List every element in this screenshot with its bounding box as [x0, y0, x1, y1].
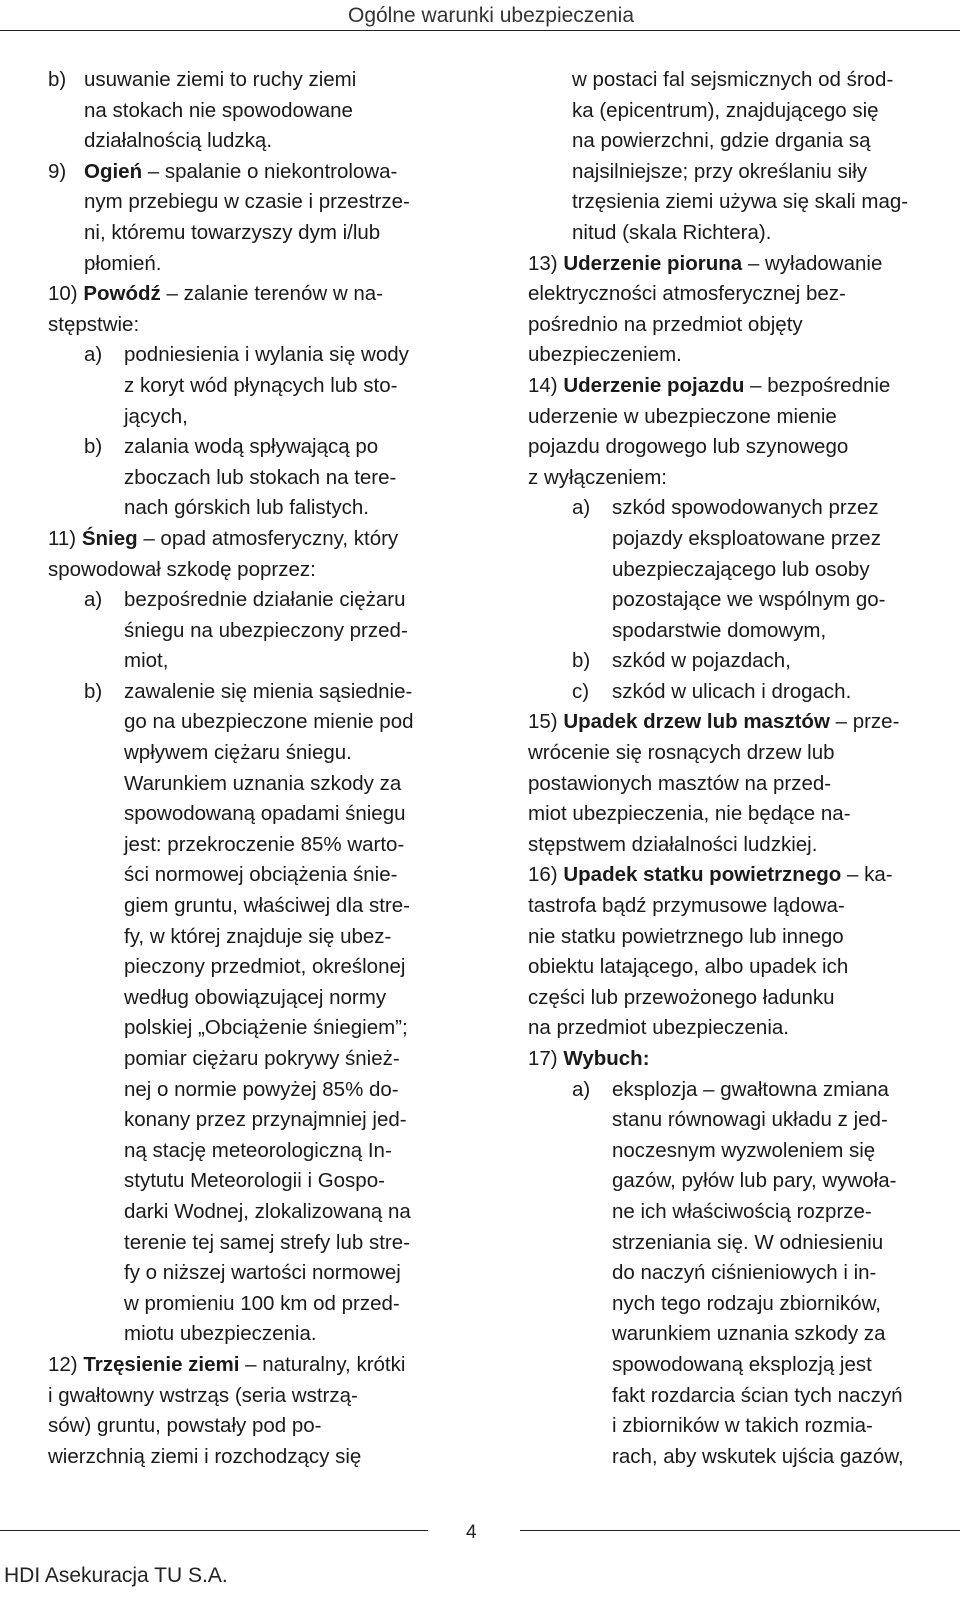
sub-text: zalania wodą spływającą po zboczach lub stokach na tere- nach górskich lub falistych.	[124, 435, 397, 520]
clause-text: – spalanie o niekontrolowa- nym przebiegu w czasie i przestrze- ni, któremu towarzyszy dym i/lub płomień.	[84, 159, 410, 275]
clause-14	[528, 371, 948, 708]
clause-text: – zalanie terenów w na- stępstwie:	[48, 282, 383, 336]
sub-item-a	[48, 340, 468, 432]
clause-12	[48, 1350, 468, 1472]
clause-title: Powódź	[83, 282, 161, 306]
sub-item-b	[528, 646, 948, 677]
sub-text: bezpośrednie działanie ciężaru śniegu na ubezpieczony przed- miot,	[124, 588, 408, 673]
clause-text: – bezpośrednie uderzenie w ubezpieczone mienie pojazdu drogowego lub szynowego z wyłączeniem:	[528, 373, 891, 489]
clause-text: – ka- tastrofa bądź przymusowe lądowa- nie statku powietrznego lub innego obiektu latającego, albo upadek ich części lub przewożonego ładunku na przedmiot ubezpieczenia.	[528, 863, 893, 1040]
page-header-title: Ogólne warunki ubezpieczenia	[338, 4, 644, 28]
clause-13	[528, 249, 948, 371]
sub-letter: a)	[84, 588, 103, 612]
clause-text: – opad atmosferyczny, który spowodował szkodę poprzez:	[48, 526, 399, 581]
clause-12-continued: w postaci fal sejsmicznych od środ- ka (epicentrum), znajdującego się na powierzchni, gdzie drgania są najsilniejsze; przy określaniu siły trzęsienia ziemi używa się skali mag- nitud (skala Richtera).	[572, 68, 909, 244]
sub-letter: b)	[84, 435, 103, 459]
sub-item-c	[528, 677, 948, 708]
clause-number: 11)	[48, 526, 77, 550]
sub-item-b	[48, 677, 468, 769]
clause-text: – wyładowanie elektryczności atmosferycznej bez- pośrednio na przedmiot objęty ubezpieczeniem.	[528, 251, 883, 367]
clause-title: Uderzenie pojazdu	[563, 373, 745, 397]
clause-number: 12)	[48, 1352, 78, 1376]
clause-number: 16)	[528, 863, 558, 887]
sub-letter: a)	[84, 343, 103, 367]
footer-company: HDI Asekuracja TU S.A.	[4, 1564, 228, 1587]
sub-letter: b)	[48, 68, 67, 91]
left-column	[48, 65, 468, 1472]
sub-letter: c)	[572, 679, 590, 703]
clause-text: – prze- wrócenie się rosnących drzew lub postawionych masztów na przed- miot ubezpieczenia, nie będące na- stępstwem działalności ludzkiej.	[528, 710, 900, 856]
sub-text: szkód spowodowanych przez pojazdy eksploatowane przez ubezpieczającego lub osoby pozostające we wspólnym go- spodarstwie domowym,	[612, 496, 886, 642]
sub-text: szkód w pojazdach,	[612, 649, 791, 673]
clause-number: 10)	[48, 282, 78, 306]
clause-number: 15)	[528, 710, 558, 734]
footer-rule-left	[0, 1530, 428, 1531]
clause-16	[528, 860, 948, 1044]
sub-letter: b)	[572, 649, 591, 673]
sub-text: zawalenie się mienia sąsiednie- go na ubezpieczone mienie pod wpływem ciężaru śniegu.	[124, 679, 414, 765]
clause-15	[528, 707, 948, 860]
clause-title: Śnieg	[81, 526, 138, 550]
sub-item-a	[48, 585, 468, 677]
clause-text: – naturalny, krótki i gwałtowny wstrząs (seria wstrzą- sów) gruntu, powstały pod po- wierzchnią ziemi i rozchodzący się	[48, 1352, 406, 1468]
clause-title: Upadek drzew lub masztów	[563, 710, 830, 734]
snow-condition-note: Warunkiem uznania szkody za spowodowaną opadami śniegu jest: przekroczenie 85% warto- ści normowej obciążenia śnie- giem gruntu, właściwej dla stre- fy, w której znajduje się ubez- pieczony przedmiot, określonej według obowiązującej normy polskiej „Obciążenie śniegiem”; pomiar ciężaru pokrywy śnież- nej o normie powyżej 85% do- konany przez przynajmniej jed- ną stację meteorologiczną In- stytutu Meteorologii i Gospo- darki Wodnej, zlokalizowaną na terenie tej samej strefy lub stre- fy o niższej wartości normowej w promieniu 100 km od przed- miotu ubezpieczenia.	[124, 771, 411, 1346]
clause-title: Ogień	[84, 159, 143, 183]
clause-11	[48, 524, 468, 1350]
clause-number: 13)	[528, 251, 558, 275]
clause-title: Upadek statku powietrznego	[563, 863, 842, 887]
clause-number: 17)	[528, 1047, 558, 1070]
sub-letter: b)	[84, 679, 103, 703]
sub-item-a	[528, 493, 948, 646]
sub-item-b	[48, 432, 468, 524]
clause-number: 14)	[528, 373, 558, 397]
sub-text: usuwanie ziemi to ruchy ziemi na stokach nie spowodowane działalnością ludzką.	[84, 68, 357, 153]
sub-letter: a)	[572, 496, 591, 520]
clause-title: Trzęsienie ziemi	[83, 1352, 240, 1376]
list-item-b-continued	[48, 65, 468, 157]
clause-10	[48, 279, 468, 524]
clause-9	[48, 157, 468, 279]
sub-text: podniesienia i wylania się wody z koryt wód płynących lub sto- jących,	[124, 343, 409, 428]
clause-title: Wybuch:	[563, 1047, 650, 1070]
sub-item-a	[528, 1075, 948, 1473]
sub-letter: a)	[572, 1077, 591, 1101]
clause-title: Uderzenie pioruna	[563, 251, 743, 275]
header-rule	[0, 30, 960, 31]
footer-rule-right	[520, 1530, 960, 1531]
clause-17	[528, 1044, 948, 1472]
sub-text: szkód w ulicach i drogach.	[612, 679, 852, 703]
page-number: 4	[466, 1522, 477, 1543]
sub-text: eksplozja – gwałtowna zmiana stanu równowagi układu z jed- noczesnym wyzwoleniem się gazów, pyłów lub pary, wywoła- ne ich właściwością rozprze- strzeniania się. W odniesieniu do naczyń ciśnieniowych i in- nych tego rodzaju zbiorników, warunkiem uznania szkody za spowodowaną eksplozją jest fakt rozdarcia ścian tych naczyń i zbiorników w takich rozmia- rach, aby wskutek ujścia gazów,	[612, 1077, 904, 1468]
clause-number: 9)	[48, 159, 67, 183]
right-column	[528, 65, 948, 1472]
